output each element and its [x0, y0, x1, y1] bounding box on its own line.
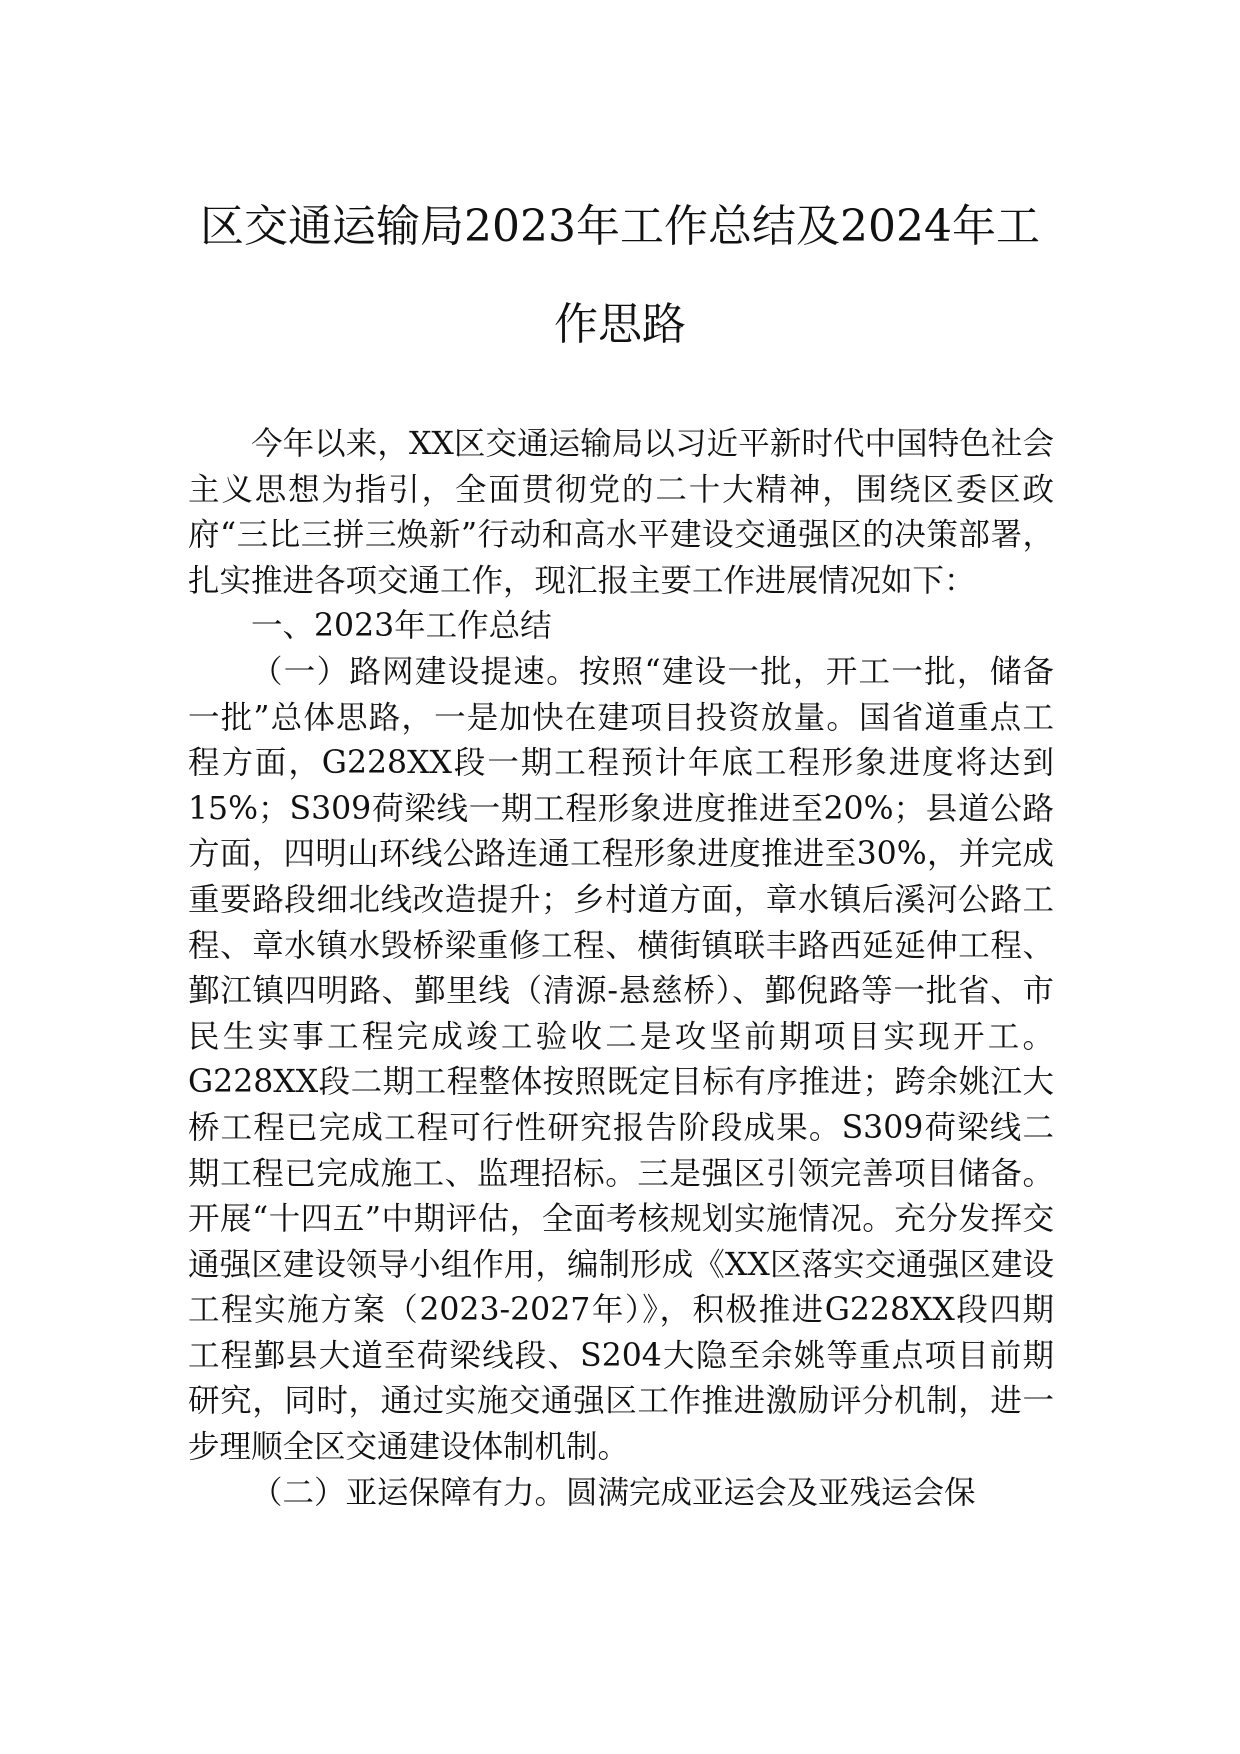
- title-line-1: 区交通运输局2023年工作总结及2024年工: [200, 201, 1040, 252]
- document-body: [188, 422, 1054, 1516]
- road-network-paragraph: （一）路网建设提速。按照“建设一批，开工一批，储备一批”总体思路，一是加快在建项目投资放量。国省道重点工程方面，G228XX段一期工程预计年底工程形象进度将达到15%；S309荷梁线一期工程形象进度推进至20%；县道公路方面，四明山环线公路连通工程形象进度推进至30%，并完成重要路段细北线改造提升；乡村道方面，章水镇后溪河公路工程、章水镇水毁桥梁重修工程、横街镇联丰路西延延伸工程、鄞江镇四明路、鄞里线（清源-悬慈桥）、鄞倪路等一批省、市民生实事工程完成竣工验收二是攻坚前期项目实现开工。G228XX段二期工程整体按照既定目标有序推进；跨余姚江大桥工程已完成工程可行性研究报告阶段成果。S309荷梁线二期工程已完成施工、监理招标。三是强区引领完善项目储备。开展“十四五”中期评估，全面考核规划实施情况。充分发挥交通强区建设领导小组作用，编制形成《XX区落实交通强区建设工程实施方案（2023-2027年）》，积极推进G228XX段四期工程鄞县大道至荷梁线段、S204大隐至余姚等重点项目前期研究，同时，通过实施交通强区工作推进激励评分机制，进一步理顺全区交通建设体制机制。: [188, 653, 1054, 1466]
- title-line-2: 作思路: [554, 299, 686, 350]
- asian-games-paragraph: （二）亚运保障有力。圆满完成亚运会及亚残运会保: [251, 1474, 976, 1511]
- section-heading: 一、2023年工作总结: [251, 608, 552, 645]
- intro-paragraph: 今年以来，XX区交通运输局以习近平新时代中国特色社会主义思想为指引，全面贯彻党的二十大精神，围绕区委区政府“三比三拼三焕新”行动和高水平建设交通强区的决策部署，扎实推进各项交通工作，现汇报主要工作进展情况如下：: [188, 426, 1054, 599]
- document-title: [150, 178, 1090, 374]
